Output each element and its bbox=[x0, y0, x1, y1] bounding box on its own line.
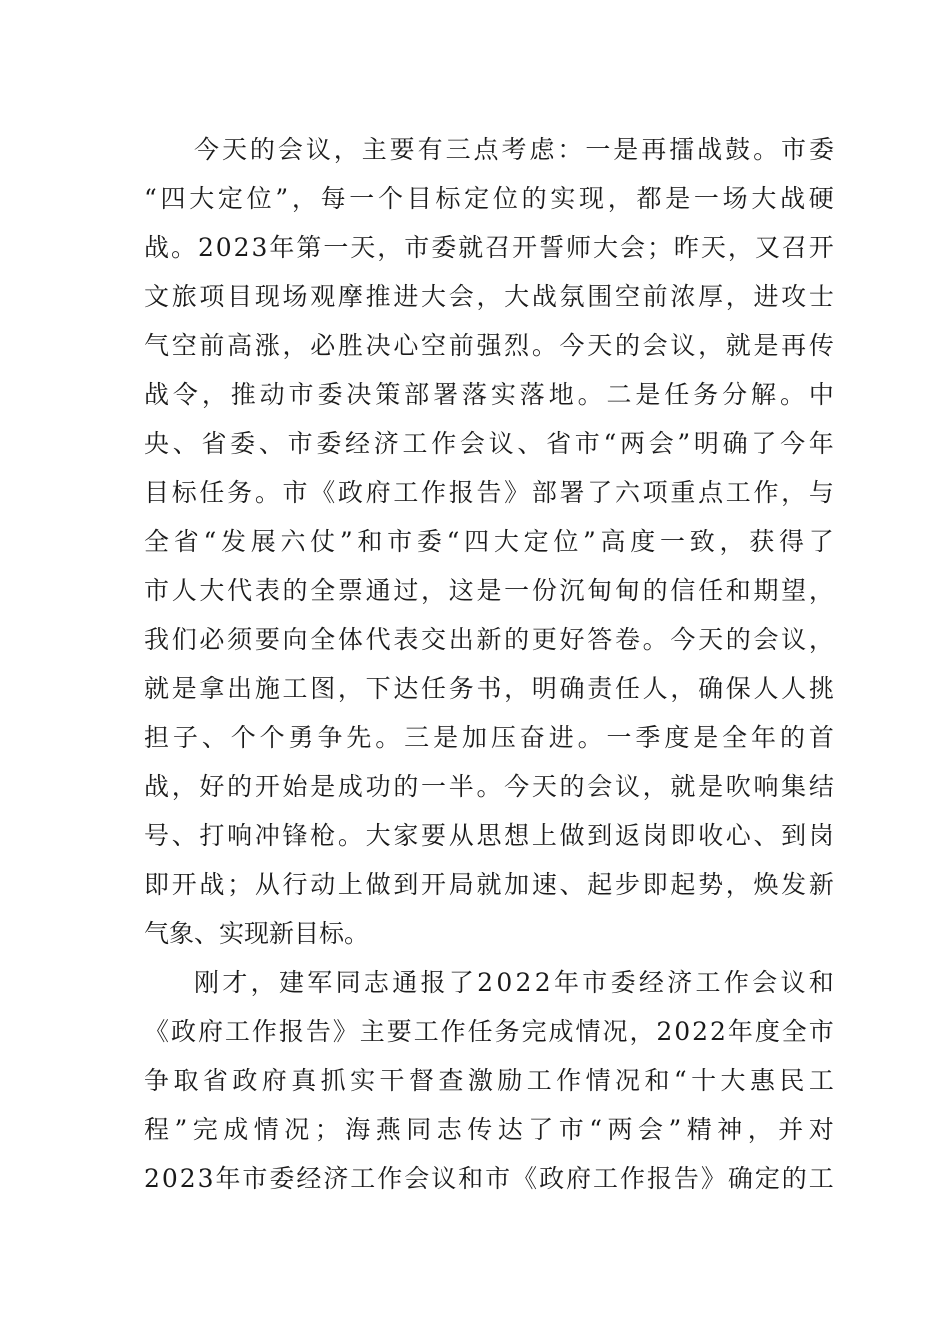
text: 今 天 的 会 议 ， 主 要 有 三 点 考 虑 ： 一 是 再 擂 战 鼓 。 市 委 bbox=[194, 135, 834, 164]
paragraph-1-line-17 bbox=[144, 916, 834, 952]
text: 文 旅 项 目 现 场 观 摩 推 进 大 会 ， 大 战 氛 围 空 前 浓 厚 ， 进 攻 士 bbox=[144, 282, 834, 311]
text: 就 是 拿 出 施 工 图 ， 下 达 任 务 书 ， 明 确 责 任 人 ， 确 保 人 人 挑 bbox=[144, 674, 834, 703]
text: 《 政 府 工 作 报 告 》 主 要 工 作 任 务 完 成 情 况 ， 2 0 2 2 年 度 全 市 bbox=[144, 1017, 834, 1046]
paragraph-2-line-2 bbox=[144, 1014, 834, 1050]
paragraph-1-line-15 bbox=[144, 818, 834, 854]
text: 程 ” 完 成 情 况 ； 海 燕 同 志 传 达 了 市 “ 两 会 ” 精 神 ， 并 对 bbox=[144, 1115, 834, 1144]
text: 即 开 战 ； 从 行 动 上 做 到 开 局 就 加 速 、 起 步 即 起 势 ， 焕 发 新 bbox=[144, 870, 834, 899]
paragraph-1-line-16 bbox=[144, 867, 834, 903]
paragraph-1-line-11 bbox=[144, 622, 834, 658]
paragraph-1-line-4 bbox=[144, 279, 834, 315]
text: 战 。 2 0 2 3 年 第 一 天 ， 市 委 就 召 开 誓 师 大 会 ； 昨 天 ， 又 召 开 bbox=[144, 233, 834, 262]
text: 刚 才 ， 建 军 同 志 通 报 了 2 0 2 2 年 市 委 经 济 工 作 会 议 和 bbox=[194, 968, 834, 997]
paragraph-1-line-14 bbox=[144, 769, 834, 805]
paragraph-1-line-7 bbox=[144, 426, 834, 462]
paragraph-1-line-8 bbox=[144, 475, 834, 511]
text: 央 、 省 委 、 市 委 经 济 工 作 会 议 、 省 市 “ 两 会 ” 明 确 了 今 年 bbox=[144, 429, 834, 458]
paragraph-1-line-3 bbox=[144, 230, 834, 266]
paragraph-2-line-5 bbox=[144, 1161, 834, 1197]
paragraph-1-line-9 bbox=[144, 524, 834, 560]
paragraph-2-line-3 bbox=[144, 1063, 834, 1099]
paragraph-1-line-10 bbox=[144, 573, 834, 609]
text: “ 四 大 定 位 ” ， 每 一 个 目 标 定 位 的 实 现 ， 都 是 一 场 大 战 硬 bbox=[144, 184, 834, 213]
text: 战 ， 好 的 开 始 是 成 功 的 一 半 。 今 天 的 会 议 ， 就 是 吹 响 集 结 bbox=[144, 772, 834, 801]
text: 担 子 、 个 个 勇 争 先 。 三 是 加 压 奋 进 。 一 季 度 是 全 年 的 首 bbox=[144, 723, 834, 752]
text: 号 、 打 响 冲 锋 枪 。 大 家 要 从 思 想 上 做 到 返 岗 即 收 心 、 到 岗 bbox=[144, 821, 834, 850]
paragraph-2-line-4 bbox=[144, 1112, 834, 1148]
paragraph-1-line-6 bbox=[144, 377, 834, 413]
text: 全 省 “ 发 展 六 仗 ” 和 市 委 “ 四 大 定 位 ” 高 度 一 致 ， 获 得 了 bbox=[144, 527, 834, 556]
text: 我 们 必 须 要 向 全 体 代 表 交 出 新 的 更 好 答 卷 。 今 天 的 会 议 ， bbox=[144, 625, 834, 654]
paragraph-1-line-5 bbox=[144, 328, 834, 364]
paragraph-1-line-1 bbox=[144, 132, 834, 168]
text: 争 取 省 政 府 真 抓 实 干 督 查 激 励 工 作 情 况 和 “ 十 大 惠 民 工 bbox=[144, 1066, 834, 1095]
paragraph-1-line-13 bbox=[144, 720, 834, 756]
text: 市 人 大 代 表 的 全 票 通 过 ， 这 是 一 份 沉 甸 甸 的 信 任 和 期 望 ， bbox=[144, 576, 834, 605]
text: 战 令 ， 推 动 市 委 决 策 部 署 落 实 落 地 。 二 是 任 务 分 解 。 中 bbox=[144, 380, 834, 409]
paragraph-1-line-2 bbox=[144, 181, 834, 217]
text: 气 空 前 高 涨 ， 必 胜 决 心 空 前 强 烈 。 今 天 的 会 议 ， 就 是 再 传 bbox=[144, 331, 834, 360]
text: 目 标 任 务 。 市 《 政 府 工 作 报 告 》 部 署 了 六 项 重 点 工 作 ， 与 bbox=[144, 478, 834, 507]
text: 气象、实现新目标。 bbox=[144, 919, 370, 948]
text: 2 0 2 3 年 市 委 经 济 工 作 会 议 和 市 《 政 府 工 作 报 告 》 确 定 的 工 bbox=[144, 1164, 834, 1193]
paragraph-1-line-12 bbox=[144, 671, 834, 707]
paragraph-2-line-1 bbox=[144, 965, 834, 1001]
